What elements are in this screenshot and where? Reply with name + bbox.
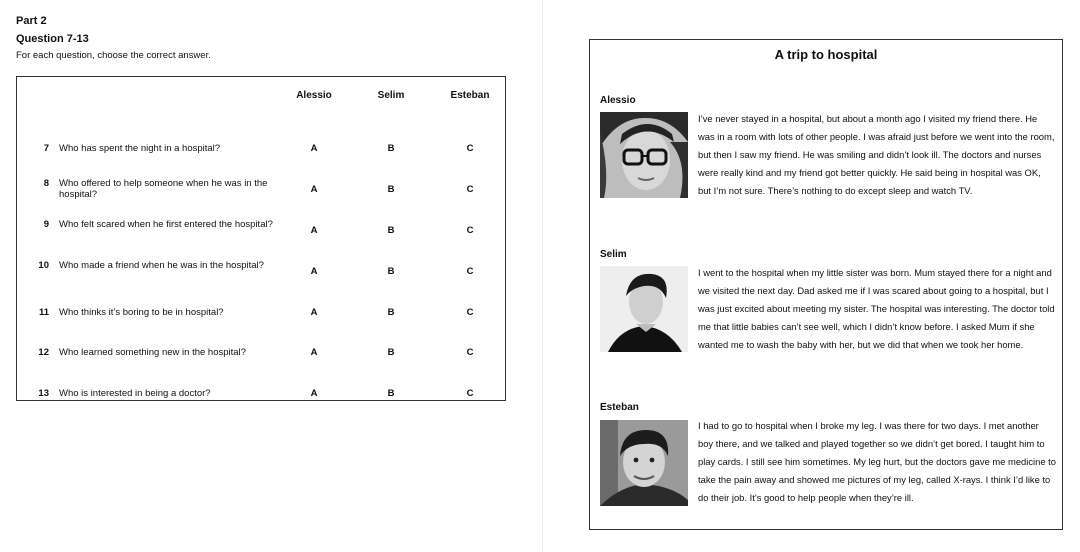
option-c[interactable]: C [466, 266, 474, 277]
question-text: Who thinks it’s boring to be in hospital? [59, 307, 224, 318]
option-c[interactable]: C [466, 388, 474, 399]
question-row-12 [17, 347, 505, 375]
option-b[interactable]: B [387, 388, 395, 399]
person-name-esteban: Esteban [600, 402, 639, 413]
option-a[interactable]: A [310, 266, 318, 277]
question-text: Who learned something new in the hospital? [59, 347, 246, 358]
option-c[interactable]: C [466, 225, 474, 236]
option-b[interactable]: B [387, 347, 395, 358]
question-number: 9 [43, 219, 49, 230]
question-row-9 [17, 219, 505, 247]
column-header-alessio: Alessio [296, 90, 332, 101]
question-text: Who felt scared when he first entered the hospital? [59, 219, 273, 230]
question-text: Who made a friend when he was in the hospital? [59, 260, 264, 271]
column-header-selim: Selim [377, 90, 405, 101]
question-number: 10 [38, 260, 49, 271]
option-a[interactable]: A [310, 184, 318, 195]
reading-title: A trip to hospital [774, 47, 878, 62]
question-row-7 [17, 143, 505, 171]
question-row-13 [17, 388, 505, 416]
option-a[interactable]: A [310, 143, 318, 154]
option-c[interactable]: C [466, 143, 474, 154]
option-b[interactable]: B [387, 143, 395, 154]
question-number: 12 [38, 347, 49, 358]
option-b[interactable]: B [387, 266, 395, 277]
option-a[interactable]: A [310, 388, 318, 399]
option-a[interactable]: A [310, 225, 318, 236]
table-header [17, 90, 505, 104]
reading-passage [589, 39, 1063, 530]
question-row-10 [17, 260, 505, 288]
question-text: Who has spent the night in a hospital? [59, 143, 221, 154]
question-row-11 [17, 307, 505, 335]
left-page [16, 14, 508, 399]
esteban-text: I had to go to hospital when I broke my leg. I was there for two days. I met another boy there, and we talked and played together so we didn’t get bored. I taught him to play cards. I still see him sometimes. My leg hurt, but the doctors gave me medicine to take the pain away and showed me pictures of my leg, called X-rays. I think I’d like to do their job. It’s good to help people when they’re ill. [698, 420, 1056, 503]
option-b[interactable]: B [387, 184, 395, 195]
selim-text: I went to the hospital when my little sister was born. Mum stayed there for a night and we visited the next day. Dad asked me if I was scared about going to a hospital, but I was just excited about meeting my sister. The hospital was interesting. The doctor told me that little babies can’t see well, which I didn’t know before. I asked Mum if she wanted me to wash the baby with her, but we did that when we took her home. [698, 267, 1055, 350]
question-number: 8 [43, 178, 49, 189]
question-number: 11 [38, 307, 49, 318]
person-name-selim: Selim [600, 249, 627, 260]
option-a[interactable]: A [310, 307, 318, 318]
question-title: Question 7-13 [16, 33, 89, 45]
alessio-photo [600, 112, 688, 198]
person-name-alessio: Alessio [600, 95, 636, 106]
question-number: 13 [38, 388, 49, 399]
question-text: Who offered to help someone when he was in the hospital? [59, 178, 268, 200]
option-b[interactable]: B [387, 307, 395, 318]
option-a[interactable]: A [310, 347, 318, 358]
esteban-photo [600, 420, 688, 506]
alessio-text: I’ve never stayed in a hospital, but about a month ago I visited my friend there. He was in a room with lots of other people. I was afraid just before we went into the room, but then I saw my friend. He was smiling and didn’t look ill. The doctors and nurses were really kind and my friend got better quickly. He said being in hospital was OK, but I’m not sure. There’s nothing to do except sleep and watch TV. [698, 113, 1055, 196]
question-row-8 [17, 178, 505, 206]
option-c[interactable]: C [466, 347, 474, 358]
page-divider [542, 0, 543, 552]
option-c[interactable]: C [466, 184, 474, 195]
question-text: Who is interested in being a doctor? [59, 388, 211, 399]
selim-photo [600, 266, 688, 352]
question-table [16, 76, 506, 401]
question-number: 7 [43, 143, 49, 154]
column-header-esteban: Esteban [450, 90, 490, 101]
option-c[interactable]: C [466, 307, 474, 318]
instructions: For each question, choose the correct answer. [16, 50, 211, 61]
option-b[interactable]: B [387, 225, 395, 236]
part-title: Part 2 [16, 15, 47, 27]
